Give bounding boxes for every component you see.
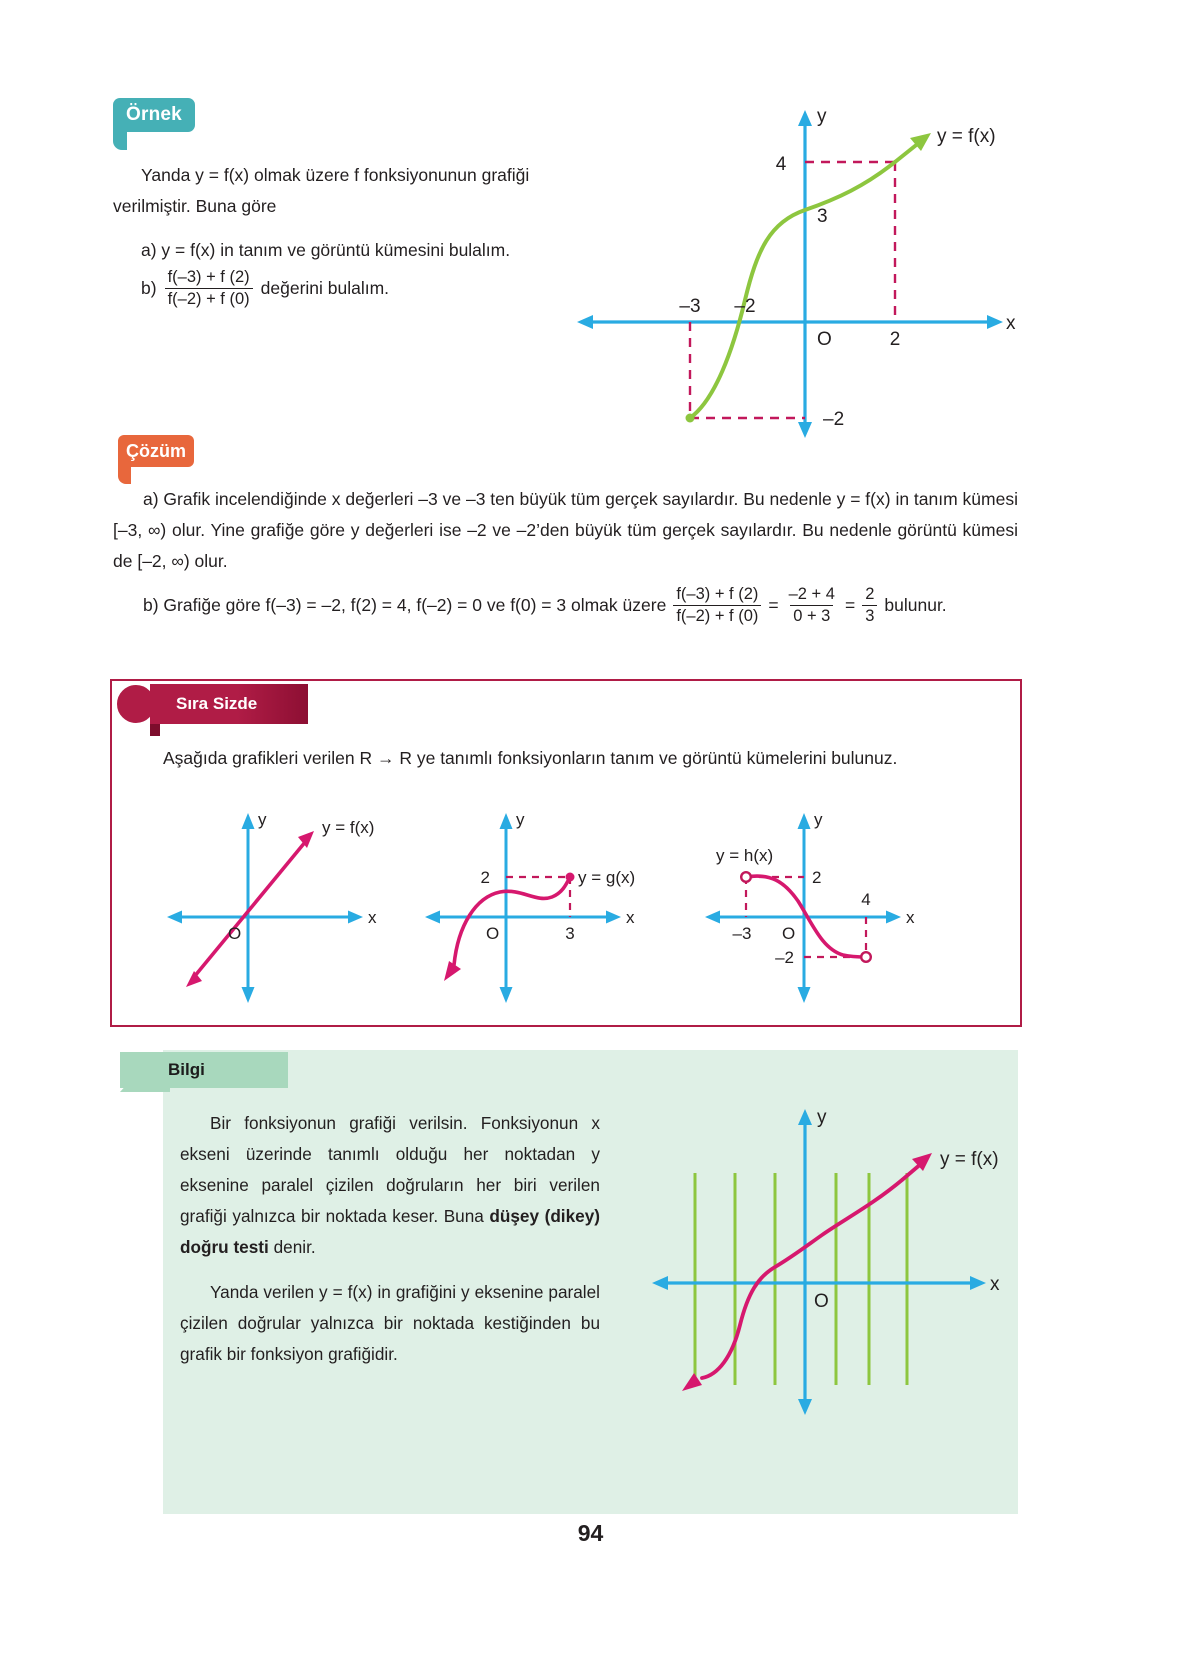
fraction-denominator: 0 + 3 (790, 605, 833, 626)
ornek-tab-label: Örnek (126, 104, 182, 125)
curve-label-h: y = h(x) (716, 846, 774, 865)
page-number: 94 (577, 1520, 604, 1546)
y-tick-2: 2 (480, 868, 490, 887)
fraction-numerator: f(–3) + f (2) (167, 268, 250, 286)
solution-fraction-1 (673, 585, 761, 627)
bilgi-tab-label: Bilgi (168, 1060, 205, 1079)
function-curve-g (444, 873, 575, 982)
fraction-denominator: f(–2) + f (0) (165, 288, 253, 309)
origin-label: O (228, 924, 242, 943)
y-tick-neg2: –2 (775, 948, 794, 967)
example-item-a: a) y = f(x) in tanım ve görüntü kümesini bulalım. (141, 240, 511, 260)
y-axis-label: y (516, 810, 525, 829)
fraction-denominator: 3 (862, 605, 877, 626)
sira-sizde-tab (150, 684, 308, 724)
example-text-block (113, 160, 583, 310)
sira-sizde-intro: Aşağıda grafikleri verilen R → R ye tanımlı fonksiyonların tanım ve görüntü kümelerini bulunuz. (163, 748, 898, 768)
sira-graph-g (418, 805, 668, 1005)
x-axis (577, 315, 1003, 329)
curve-label-f: y = f(x) (940, 1149, 999, 1170)
x-tick-3: 3 (565, 924, 575, 943)
origin-label: O (817, 329, 832, 350)
x-axis-label: x (990, 1274, 1000, 1295)
sira-graph-f (160, 805, 395, 1005)
curve-label-g: y = g(x) (578, 868, 636, 887)
x-tick-4: 4 (861, 890, 871, 909)
bilgi-paragraph-2: Yanda verilen y = f(x) in grafiğini y eksenine paralel çizilen doğrular yalnızca bir noktada kestiğinden bu grafik bir fonksiyon grafiğidir. (180, 1282, 600, 1364)
ornek-tab (113, 98, 195, 132)
fraction-numerator: f(–3) + f (2) (676, 585, 759, 603)
y-axis-label: y (258, 810, 267, 829)
x-axis (425, 911, 621, 924)
x-tick-neg3: –3 (732, 924, 752, 943)
solution-part-a: a) Grafik incelendiğinde x değerleri –3 ve –3 ten büyük tüm gerçek sayılardır. Bu nedenle y = f(x) in tanım kümesi [–3, ∞) olur. Yine grafiğe göre y değerleri ise –2 ve –2’den büyük tüm gerçek sayılardır. Bu nedenle görüntü kümesi de [–2, ∞) olur. (113, 489, 1018, 571)
graph-labels (679, 106, 1016, 430)
bilgi-text-block (180, 1108, 600, 1370)
solution-fraction-2 (786, 585, 838, 627)
bilgi-tab (120, 1052, 288, 1088)
example-item-b-suffix: değerini bulalım. (260, 278, 390, 299)
cozum-tab (118, 435, 194, 467)
closed-point-marker (686, 414, 695, 423)
example-line1: Yanda y = f(x) olmak üzere f fonksiyonunun grafiği verilmiştir. Buna göre (113, 165, 530, 216)
x-axis-label: x (906, 908, 915, 927)
origin-label: O (486, 924, 500, 943)
sira-sizde-tab-label: Sıra Sizde (176, 694, 258, 713)
open-point-marker (741, 872, 751, 882)
bilgi-p1-bold: düşey (dikey) doğru testi (180, 1206, 600, 1257)
x-axis-label: x (1006, 313, 1016, 334)
y-tick-2: 2 (812, 868, 822, 887)
cozum-tab-label: Çözüm (126, 440, 186, 461)
graph-labels (228, 810, 377, 943)
x-axis-label: x (368, 908, 377, 927)
x-axis (167, 911, 363, 924)
open-point-marker (861, 952, 871, 962)
y-axis (500, 813, 513, 1003)
sira-graph-h (698, 805, 948, 1005)
fraction-denominator: f(–2) + f (0) (673, 605, 761, 626)
y-tick-neg2: –2 (823, 409, 845, 430)
x-axis-label: x (626, 908, 635, 927)
equals-sign-2: = (844, 595, 856, 616)
curve-label-f: y = f(x) (937, 126, 996, 147)
example-graph (565, 100, 1025, 450)
solution-text-block (113, 484, 1018, 627)
function-curve-f (186, 831, 314, 987)
bilgi-p1-part-a: Bir fonksiyonun grafiği verilsin. Fonksiyonun x ekseni üzerinde tanımlı olduğu her noktadan y eksenine paralel çizilen doğruların her biri verilen grafiği yalnızca bir noktada keser. Buna (180, 1113, 600, 1226)
vertical-test-lines (695, 1173, 907, 1385)
y-axis (798, 1109, 812, 1415)
closed-point-marker (566, 873, 575, 882)
bilgi-graph (640, 1095, 1020, 1425)
origin-label: O (782, 924, 796, 943)
x-tick-neg2: –2 (734, 296, 756, 317)
fraction-numerator: 2 (865, 585, 875, 603)
solution-part-b-text: b) Grafiğe göre f(–3) = –2, f(2) = 4, f(–2) = 0 ve f(0) = 3 olmak üzere (143, 595, 667, 616)
graph-labels (716, 810, 915, 967)
y-axis (798, 110, 812, 438)
graph-labels (481, 810, 636, 943)
x-tick-2: 2 (889, 329, 901, 350)
curve-label-f: y = f(x) (322, 818, 375, 837)
equals-sign-1: = (768, 595, 779, 616)
bilgi-p1-part-b: denir. (268, 1237, 316, 1257)
solution-part-b (113, 585, 1018, 627)
example-item-b (113, 268, 583, 310)
y-axis-label: y (817, 1107, 827, 1128)
y-tick-3: 3 (817, 206, 828, 227)
example-item-b-prefix: b) (141, 278, 157, 299)
function-curve-f (682, 1153, 932, 1391)
x-tick-neg3: –3 (679, 296, 701, 317)
example-item-b-fraction (165, 268, 253, 310)
solution-fraction-3 (862, 585, 877, 627)
x-axis (652, 1276, 986, 1290)
y-axis-label: y (814, 810, 823, 829)
y-tick-4: 4 (775, 154, 787, 175)
origin-label: O (814, 1291, 829, 1312)
bilgi-paragraph-1 (180, 1108, 600, 1263)
solution-tail: bulunur. (884, 595, 947, 616)
y-axis-label: y (817, 106, 827, 127)
fraction-numerator: –2 + 4 (788, 585, 835, 603)
